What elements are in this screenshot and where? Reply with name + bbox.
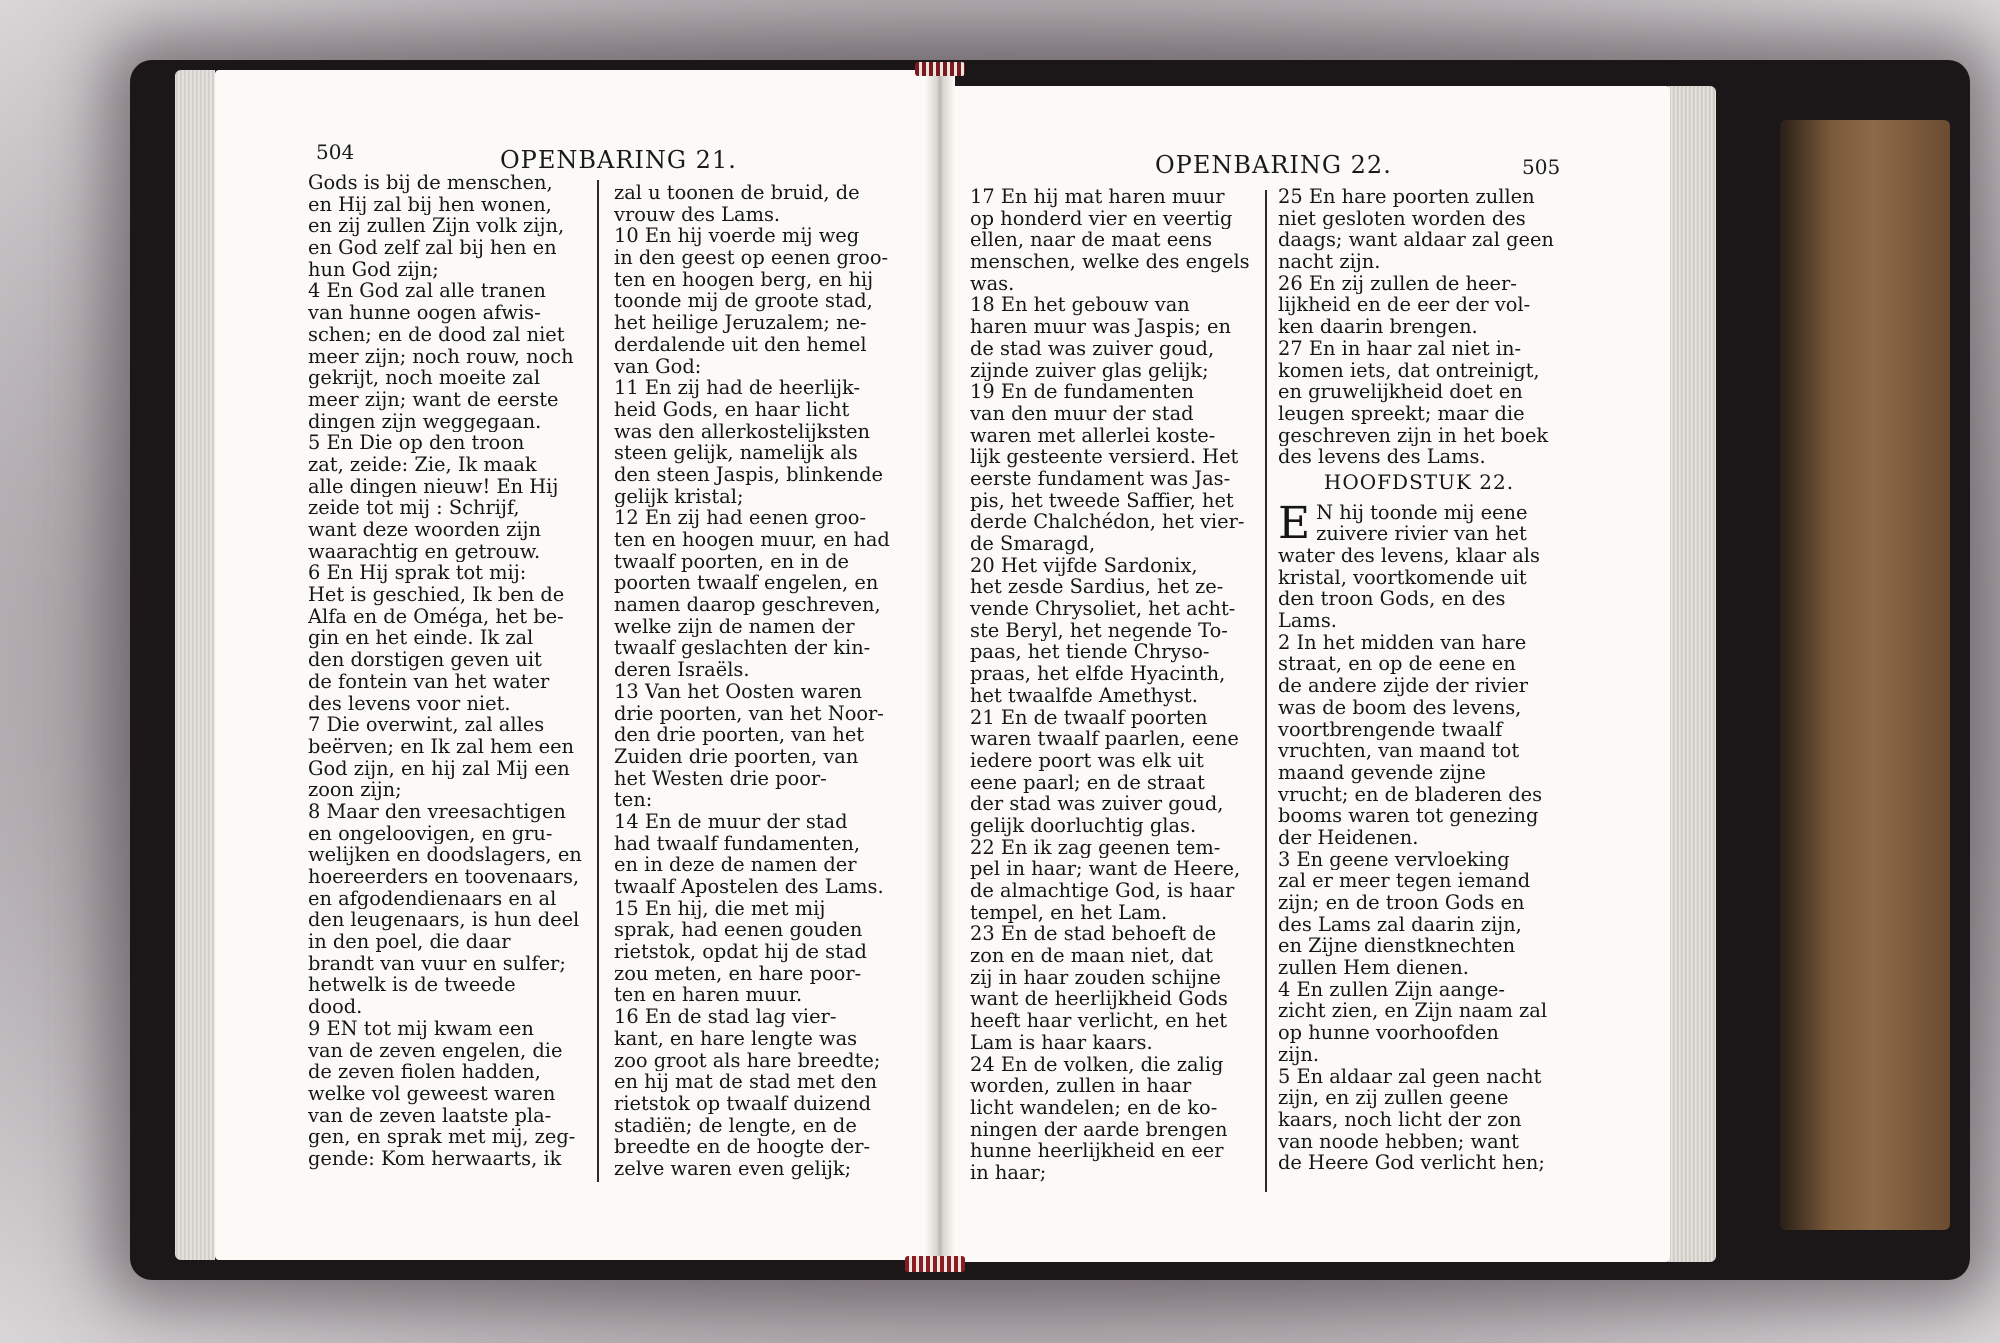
text-line: den dorstigen geven uit — [308, 649, 542, 671]
text-line: van noode hebben; want — [1278, 1130, 1519, 1153]
text-line: rietstok, opdat hij de stad — [614, 941, 867, 963]
book-gutter — [925, 66, 955, 1266]
text-line: van God: — [614, 355, 702, 378]
text-line: 27 En in haar zal niet in- — [1278, 337, 1522, 360]
text-line: want deze woorden zijn — [308, 519, 542, 541]
text-line: welke zijn de namen der — [614, 615, 855, 638]
text-line: Alfa en de Oméga, het be- — [308, 605, 564, 628]
text-line: en afgodendienaars en al — [308, 887, 557, 910]
text-line: Gods is bij de menschen, — [308, 172, 553, 194]
text-line: 7 Die overwint, zal alles — [308, 714, 545, 736]
text-line: praas, het elfde Hyacinth, — [970, 663, 1226, 685]
text-line: sprak, had eenen gouden — [614, 919, 863, 942]
text-line: zou meten, en hare poor- — [614, 962, 862, 985]
text-line: hoereerders en toovenaars, — [308, 866, 580, 888]
column-rule-left — [597, 180, 599, 1182]
text-line: des levens des Lams. — [1278, 446, 1486, 468]
text-line: zoon zijn; — [308, 779, 402, 801]
text-line: want de heerlijkheid Gods — [970, 988, 1228, 1011]
text-line: zijn, en zij zullen geene — [1278, 1087, 1509, 1109]
text-line: 4 En God zal alle tranen — [308, 280, 546, 303]
text-line: in den geest op eenen groo- — [614, 247, 889, 269]
text-line: 25 En hare poorten zullen — [1278, 186, 1535, 208]
text-line: geschreven zijn in het boek — [1278, 424, 1549, 447]
text-line: 10 En hij voerde mij weg — [614, 225, 860, 248]
text-line: in haar; — [970, 1161, 1047, 1184]
text-line: zal u toonen de bruid, de — [614, 182, 860, 204]
text-line: ningen der aarde brengen — [970, 1118, 1228, 1141]
text-line: zij in haar zouden schijne — [970, 966, 1221, 989]
text-line: welijken en doodslagers, en — [308, 844, 582, 866]
text-line: ten en haren muur. — [614, 984, 803, 1007]
column-rule-right — [1265, 190, 1267, 1192]
text-line: des Lams zal daarin zijn, — [1278, 913, 1522, 936]
text-line: ellen, naar de maat eens — [970, 229, 1213, 252]
text-line: de Smaragd, — [970, 533, 1096, 555]
text-line: van de zeven laatste pla- — [308, 1104, 552, 1127]
text-line: 5 En Die op den troon — [308, 432, 525, 454]
text-line: waren met allerlei koste- — [970, 424, 1216, 447]
text-line: poorten twaalf engelen, en — [614, 572, 879, 595]
text-line: het zesde Sardius, het ze- — [970, 576, 1224, 599]
text-line: booms waren tot genezing — [1278, 805, 1539, 827]
text-line: van hunne oogen afwis- — [308, 302, 541, 324]
chapter-heading: HOOFDSTUK 22. — [1323, 469, 1515, 494]
text-line: zijn. — [1278, 1043, 1320, 1066]
text-line: 5 En aldaar zal geen nacht — [1278, 1065, 1542, 1088]
text-line: zal er meer tegen iemand — [1278, 870, 1531, 893]
text-line: ten: — [614, 789, 653, 811]
text-line: 24 En de volken, die zalig — [970, 1053, 1224, 1076]
text-line: de almachtige God, is haar — [970, 880, 1235, 902]
text-line: zeide tot mij : Schrijf, — [308, 497, 520, 519]
text-line: de zeven fiolen hadden, — [308, 1061, 541, 1083]
text-line: het heilige Jeruzalem; ne- — [614, 312, 867, 334]
text-line: dingen zijn weggegaan. — [308, 410, 542, 433]
text-line: eerste fundament was Jas- — [970, 467, 1231, 490]
text-line: 3 En geene vervloeking — [1278, 848, 1510, 871]
text-line: Zuiden drie poorten, van — [614, 745, 859, 768]
text-line: het Westen drie poor- — [614, 767, 827, 790]
text-line: en ongeloovigen, en gru- — [308, 822, 553, 845]
text-line: komen iets, dat ontreinigt, — [1278, 359, 1540, 382]
text-line: waren twaalf paarlen, eene — [970, 728, 1239, 750]
right-page-column-1 — [970, 186, 1252, 1184]
text-line: toonde mij de groote stad, — [614, 290, 873, 313]
text-line: 8 Maar den vreesachtigen — [308, 800, 566, 823]
text-line: van de zeven engelen, die — [308, 1039, 563, 1062]
text-line: derde Chalchédon, het vier- — [970, 511, 1245, 533]
chapter-opening-text: N hij toonde mij eene — [1316, 500, 1528, 524]
text-line: de stad was zuiver goud, — [970, 337, 1215, 360]
text-line: 11 En zij had de heerlijk- — [614, 377, 860, 399]
text-line: den drie poorten, van het — [614, 724, 865, 746]
text-line: derdalende uit den hemel — [614, 333, 867, 356]
text-line: 14 En de muur der stad — [614, 810, 848, 833]
text-line: zoo groot als hare breedte; — [614, 1049, 881, 1072]
text-line: lijkheid en de eer der vol- — [1278, 294, 1531, 317]
text-line: 16 En de stad lag vier- — [614, 1006, 837, 1028]
drop-cap: E — [1278, 497, 1311, 549]
text-line: twaalf geslachten der kin- — [614, 637, 871, 660]
text-line: de Heere God verlicht hen; — [1278, 1152, 1545, 1174]
left-page-number: 504 — [316, 140, 355, 164]
text-line: brandt van vuur en sulfer; — [308, 952, 566, 975]
text-line: gin en het einde. Ik zal — [308, 627, 534, 650]
text-line: en in deze de namen der — [614, 854, 857, 876]
text-line: 20 Het vijfde Sardonix, — [970, 554, 1198, 577]
left-page-column-1 — [308, 172, 590, 1170]
right-col2-top-text — [1278, 186, 1560, 468]
text-line: den leugenaars, is hun deel — [308, 909, 580, 932]
text-line: 13 Van het Oosten waren — [614, 680, 863, 703]
text-line: zijn; en de troon Gods en — [1278, 892, 1525, 914]
text-line: der Heidenen. — [1278, 826, 1419, 849]
text-line: straat, en op de eene en — [1278, 653, 1516, 676]
text-line: gen, en sprak met mij, zeg- — [308, 1126, 576, 1148]
text-line: gende: Kom herwaarts, ik — [308, 1147, 562, 1170]
text-line: en Zijne dienstknechten — [1278, 935, 1516, 958]
text-line: der stad was zuiver goud, — [970, 793, 1224, 815]
text-line: in den poel, die daar — [308, 931, 511, 953]
headband-bottom — [905, 1256, 965, 1272]
text-line: ten en hoogen berg, en hij — [614, 268, 874, 291]
text-line: 26 En zij zullen de heer- — [1278, 272, 1517, 295]
text-line: hunne heerlijkheid en eer — [970, 1140, 1224, 1162]
headband-top — [915, 62, 965, 76]
text-line: hetwelk is de tweede — [308, 974, 516, 997]
text-line: ten en hoogen muur, en had — [614, 529, 890, 551]
text-line: maand gevende zijne — [1278, 761, 1486, 784]
text-line: rietstok op twaalf duizend — [614, 1092, 872, 1115]
text-line: meer zijn; noch rouw, noch — [308, 345, 574, 368]
text-line: de andere zijde der rivier — [1278, 675, 1529, 697]
text-line: en zij zullen Zijn volk zijn, — [308, 215, 565, 238]
text-line: en hij mat de stad met den — [614, 1071, 878, 1093]
text-line: heeft haar verlicht, en het — [970, 1010, 1228, 1032]
text-line: op hunne voorhoofden — [1278, 1022, 1499, 1044]
text-line: 12 En zij had eenen groo- — [614, 507, 867, 529]
text-line: beërven; en Ik zal hem een — [308, 735, 575, 758]
text-line: 22 En ik zag geenen tem- — [970, 836, 1221, 859]
text-line: gelijk kristal; — [614, 485, 744, 508]
text-line: zon en de maan niet, dat — [970, 945, 1213, 967]
text-line: gelijk doorluchtig glas. — [970, 814, 1197, 837]
text-line: vrouw des Lams. — [614, 203, 781, 226]
text-line: lijk gesteente versierd. Het — [970, 446, 1239, 468]
text-line: van den muur der stad — [970, 402, 1194, 425]
text-line: daags; want aldaar zal geen — [1278, 229, 1554, 252]
text-line: haren muur was Jaspis; en — [970, 316, 1232, 338]
text-line: zijnde zuiver glas gelijk; — [970, 359, 1209, 382]
text-line: Het is geschied, Ik ben de — [308, 584, 565, 606]
text-line: niet gesloten worden des — [1278, 207, 1526, 230]
text-line: ste Beryl, het negende To- — [970, 619, 1228, 642]
text-line: vende Chrysoliet, het acht- — [970, 598, 1236, 620]
text-line: de fontein van het water — [308, 670, 550, 693]
text-line: 9 EN tot mij kwam een — [308, 1017, 534, 1040]
text-line: tempel, en het Lam. — [970, 901, 1168, 924]
text-line: steen gelijk, namelijk als — [614, 442, 858, 464]
text-line: 2 In het midden van hare — [1278, 631, 1527, 654]
text-line: 15 En hij, die met mij — [614, 897, 826, 920]
book-cover-back — [1780, 120, 1950, 1230]
text-line: ken daarin brengen. — [1278, 316, 1478, 338]
right-page-number: 505 — [1522, 155, 1561, 179]
text-line: stadiën; de lengte, en de — [614, 1114, 857, 1137]
text-line: hun God zijn; — [308, 258, 439, 281]
text-line: nacht zijn. — [1278, 251, 1381, 273]
text-line: was den allerkostelijksten — [614, 420, 871, 443]
text-line: heid Gods, en haar licht — [614, 398, 850, 421]
text-line: meer zijn; want de eerste — [308, 388, 559, 411]
text-line: namen daarop geschreven, — [614, 594, 881, 616]
text-line: worden, zullen in haar — [970, 1075, 1192, 1097]
text-line: was. — [970, 272, 1015, 295]
left-page-column-2 — [614, 182, 904, 1180]
text-line: leugen spreekt; maar die — [1278, 402, 1525, 425]
text-line: was de boom des levens, — [1278, 696, 1522, 719]
text-line: zat, zeide: Zie, Ik maak — [308, 453, 537, 476]
text-line: Lam is haar kaars. — [970, 1031, 1153, 1054]
text-line: 17 En hij mat haren muur — [970, 186, 1225, 208]
text-line: zelve waren even gelijk; — [614, 1157, 852, 1180]
text-line: zullen Hem dienen. — [1278, 957, 1469, 979]
text-line: des levens voor niet. — [308, 692, 511, 715]
right-col2-bottom-text — [1278, 523, 1560, 1174]
text-line: licht wandelen; en de ko- — [970, 1096, 1218, 1119]
right-running-title: OPENBARING 22. — [1155, 151, 1392, 179]
text-line: voortbrengende twaalf — [1278, 718, 1503, 741]
text-line: kant, en hare lengte was — [614, 1027, 858, 1050]
text-line: water des levens, klaar als — [1278, 545, 1540, 567]
text-line: 18 En het gebouw van — [970, 294, 1190, 317]
page-edges-left — [175, 70, 215, 1260]
text-line: menschen, welke des engels — [970, 251, 1250, 273]
text-line: iedere poort was elk uit — [970, 749, 1204, 772]
text-line: had twaalf fundamenten, — [614, 832, 861, 855]
text-line: 6 En Hij sprak tot mij: — [308, 562, 527, 585]
text-line: welke vol geweest waren — [308, 1082, 556, 1105]
text-line: paas, het tiende Chryso- — [970, 641, 1210, 664]
text-line: 21 En de twaalf poorten — [970, 706, 1208, 729]
text-line: God zijn, en hij zal Mij een — [308, 757, 570, 780]
text-line: pis, het tweede Saffier, het — [970, 489, 1234, 512]
text-line: alle dingen nieuw! En Hij — [308, 475, 559, 498]
text-line: kaars, noch licht der zon — [1278, 1108, 1522, 1131]
text-line: vruchten, van maand tot — [1278, 740, 1520, 762]
text-line: 19 En de fundamenten — [970, 381, 1194, 403]
text-line: twaalf poorten, en in de — [614, 550, 850, 573]
right-page-column-2 — [1278, 186, 1560, 1174]
text-line: twaalf Apostelen des Lams. — [614, 876, 884, 898]
text-line: drie poorten, van het Noor- — [614, 702, 884, 725]
text-line: kristal, voortkomende uit — [1278, 566, 1527, 589]
text-line: en Hij zal bij hen wonen, — [308, 193, 552, 216]
text-line: het twaalfde Amethyst. — [970, 684, 1198, 707]
page-edges-right — [1668, 86, 1716, 1262]
text-line: en gruwelijkheid doet en — [1278, 381, 1523, 403]
text-line: breedte en de hoogte der- — [614, 1136, 871, 1158]
text-line: 4 En zullen Zijn aange- — [1278, 978, 1505, 1001]
text-line: eene paarl; en de straat — [970, 771, 1205, 794]
text-line: Lams. — [1278, 610, 1337, 632]
text-line: den troon Gods, en des — [1278, 588, 1506, 611]
text-line: gekrijt, noch moeite zal — [308, 367, 541, 389]
text-line: waarachtig en getrouw. — [308, 540, 541, 563]
text-line: pel in haar; want de Heere, — [970, 858, 1241, 880]
text-line: deren Israëls. — [614, 659, 750, 681]
text-line: op honderd vier en veertig — [970, 207, 1233, 230]
text-line: schen; en de dood zal niet — [308, 323, 565, 346]
text-line: dood. — [308, 996, 363, 1018]
left-running-title: OPENBARING 21. — [500, 146, 737, 174]
text-line: vrucht; en de bladeren des — [1278, 783, 1543, 806]
text-line: den steen Jaspis, blinkende — [614, 463, 883, 486]
text-line: zuivere rivier van het — [1316, 523, 1527, 546]
text-line: en God zelf zal bij hen en — [308, 237, 557, 259]
text-line: zicht zien, en Zijn naam zal — [1278, 1000, 1548, 1023]
text-line: 23 En de stad behoeft de — [970, 923, 1217, 946]
